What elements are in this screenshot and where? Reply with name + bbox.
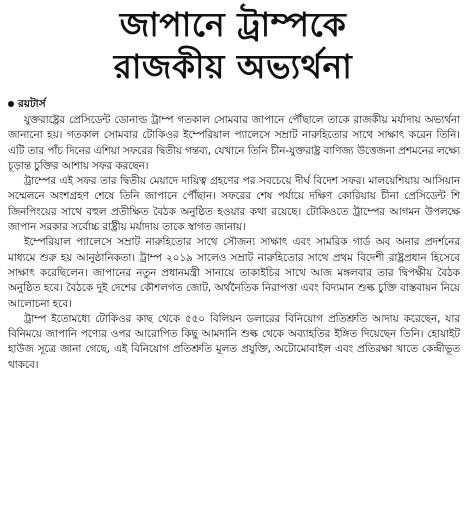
article-body — [8, 113, 460, 373]
headline-line-2: রাজকীয় অভ্যর্থনা — [113, 47, 353, 86]
paragraph-4: ট্রাম্প ইতোমধ্যে টোকিওর কাছ থেকে ৫৫০ বিলিয়ন ডলারের বিনিয়োগ প্রতিশ্রুতি আদায় করেছেন, যার বিনিময়ে জাপানি পণ্যের ওপর আরোপিত কিছু আমদানি শুল্ক থেকে অব্যাহতির ইঙ্গিত দিয়েছেন তিনি। হোয়াইট হাউজ সূত্রে জানা গেছে, এই বিনিয়োগ প্রতিশ্রুতি মূলত প্রযুক্তি, অটোমোবাইল এবং প্রতিরক্ষা খাতে কেন্দ্রীভূত থাকবে। — [8, 312, 460, 371]
paragraph-1: যুক্তরাষ্ট্রের প্রেসিডেন্ট ডোনাল্ড ট্রাম্প গতকাল সোমবার জাপানে পৌঁছালে তাকে রাজকীয় মর্যাদায় অভ্যর্থনা জানানো হয়। গতকাল সোমবার টোকিওর ইম্পেরিয়াল প্যালেসে সম্রাট নারুহিতোর সাথে সাক্ষাৎ করেন তিনি। এটি তার পাঁচ দিনের এশিয়া সফরের দ্বিতীয় গন্তব্য, যেখানে তিনি চীন-যুক্তরাষ্ট্র বাণিজ্য উত্তেজনা প্রশমনের লক্ষ্যে চূড়ান্ত চুক্তির আশায় সফর করছেন। — [8, 114, 460, 172]
headline — [0, 4, 466, 88]
byline-source: রয়টার্স — [18, 98, 46, 110]
paragraph-2: ট্রাম্পের এই সফর তার দ্বিতীয় মেয়াদে দায়িত্ব গ্রহণের পর সবচেয়ে দীর্ঘ বিদেশ সফর। মালয়েশিয়ায় আসিয়ান সম্মেলনে অংশগ্রহণ শেষে তিনি জাপানে পৌঁছান। সফরের শেষ পর্যায়ে দক্ষিণ কোরিয়ায় চীনা প্রেসিডেন্ট শি জিনপিংয়ের সাথে বহুল প্রতীক্ষিত বৈঠক অনুষ্ঠিত হওয়ার কথা রয়েছে। টোকিওতে ট্রাম্পের আগমন উপলক্ষে জাপান সরকার সর্বোচ্চ রাষ্ট্রীয় মর্যাদায় তাকে স্বাগত জানায়। — [8, 175, 460, 234]
byline — [8, 97, 46, 111]
headline-line-1: জাপানে ট্রাম্পকে — [119, 5, 347, 44]
bullet-icon — [8, 101, 14, 107]
paragraph-3: ইম্পেরিয়াল প্যালেসে সম্রাট নারুহিতোর সাথে সৌজন্য সাক্ষাৎ এবং সামরিক গার্ড অব অনার প্রদর্শনের মাধ্যমে শুরু হয় আনুষ্ঠানিকতা। ট্রাম্প ২০১৯ সালেও সম্রাট নারুহিতোর সাথে প্রথম বিদেশী রাষ্ট্রপ্রধান হিসেবে সাক্ষাৎ করেছিলেন। জাপানের নতুন প্রধানমন্ত্রী সানায়ে তাকাইচির সাথে আজ মঙ্গলবার তার দ্বিপক্ষীয় বৈঠক অনুষ্ঠিত হবে। বৈঠকে দুই দেশের কৌশলগত জোট, অর্থনৈতিক নিরাপত্তা এবং বিদ্যমান শুল্ক চুক্তি বাস্তবায়ন নিয়ে আলোচনা হবে। — [8, 236, 460, 310]
